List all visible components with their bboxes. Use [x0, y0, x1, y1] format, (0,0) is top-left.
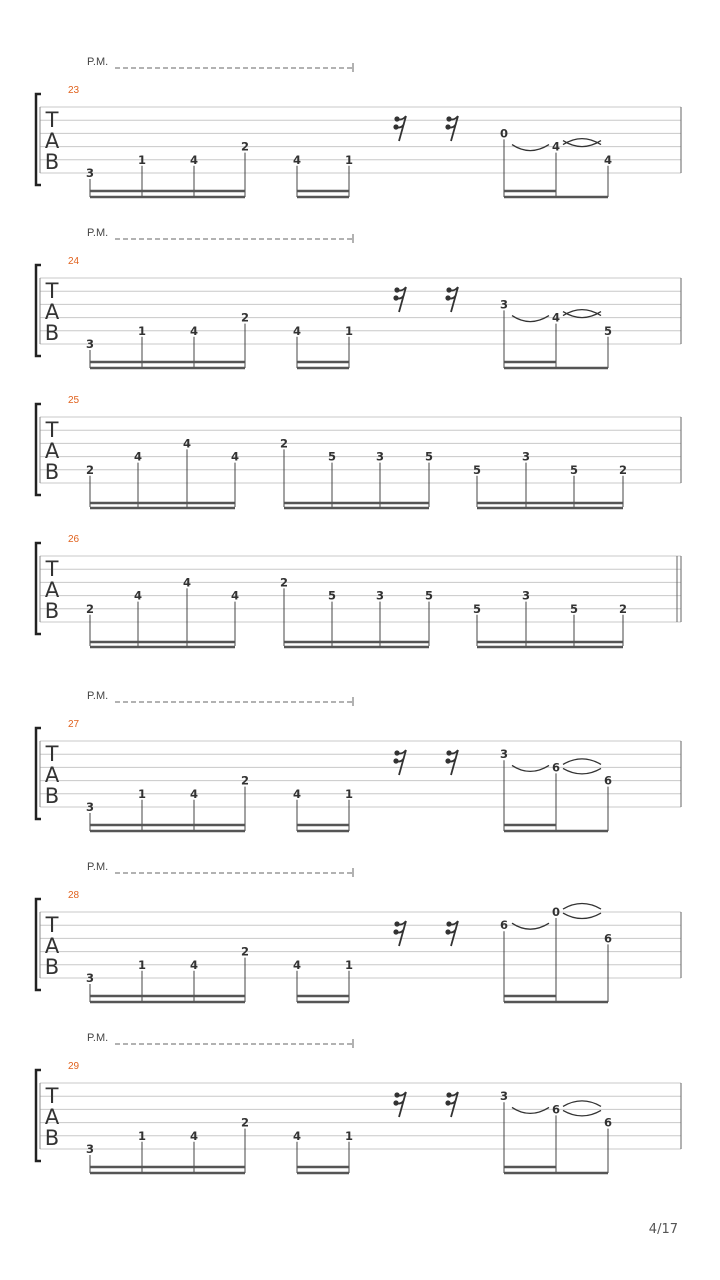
tie — [512, 1107, 549, 1113]
tab-clef-letter: A — [44, 1105, 60, 1129]
fret-number: 6 — [551, 1102, 561, 1117]
fret-number: 5 — [327, 588, 337, 603]
tie-cross — [563, 310, 601, 318]
fret-number: 3 — [521, 449, 531, 464]
tab-clef-letter: B — [44, 1126, 60, 1150]
fret-number: 1 — [137, 786, 147, 801]
fret-number: 4 — [133, 449, 143, 464]
tab-clef-letter: T — [45, 1084, 59, 1108]
fret-number: 4 — [292, 323, 302, 338]
fret-number: 3 — [85, 166, 95, 180]
fret-number: 4 — [189, 1128, 199, 1143]
fret-number: 1 — [137, 957, 147, 972]
tab-system — [36, 861, 681, 1002]
fret-number: 0 — [551, 905, 561, 919]
fret-number: 4 — [189, 957, 199, 972]
fret-number: 4 — [182, 436, 192, 451]
fret-number: 4 — [551, 310, 561, 325]
fret-number: 3 — [499, 297, 509, 312]
tab-clef-letter: B — [44, 150, 60, 174]
sixteenth-rest — [445, 1092, 458, 1117]
fret-number: 6 — [603, 931, 613, 946]
sixteenth-rest — [393, 1092, 406, 1117]
tab-clef-letter: T — [45, 279, 59, 303]
fret-number: 4 — [189, 152, 199, 167]
fret-number: 6 — [603, 1115, 613, 1130]
tab-clef-letter: T — [45, 108, 59, 132]
fret-number: 5 — [569, 601, 579, 616]
sixteenth-rest — [393, 750, 406, 775]
fret-number: 4 — [182, 575, 192, 590]
fret-number: 1 — [344, 323, 354, 338]
fret-number: 1 — [137, 323, 147, 338]
fret-number: 1 — [344, 152, 354, 167]
fret-number: 2 — [279, 575, 289, 590]
tie — [563, 913, 601, 919]
measure-number: 23 — [68, 85, 80, 96]
tie — [563, 904, 601, 910]
tab-clef-letter: A — [44, 763, 60, 787]
fret-number: 6 — [551, 760, 561, 775]
fret-number: 4 — [189, 323, 199, 338]
tab-clef-letter: A — [44, 578, 60, 602]
tab-clef-letter: B — [44, 321, 60, 345]
fret-number: 3 — [85, 337, 95, 351]
fret-number: 6 — [603, 773, 613, 788]
measure-number: 24 — [68, 256, 80, 267]
palm-mute-label: P.M. — [87, 1032, 109, 1044]
tie — [563, 759, 601, 765]
tie — [512, 316, 549, 322]
fret-number: 5 — [424, 449, 434, 464]
tab-clef-letter: T — [45, 557, 59, 581]
fret-number: 2 — [240, 139, 250, 154]
measure-number: 28 — [68, 890, 80, 901]
fret-number: 1 — [344, 1128, 354, 1143]
fret-number: 5 — [603, 323, 613, 338]
page-number: 4/17 — [648, 1222, 678, 1237]
palm-mute-label: P.M. — [87, 690, 109, 702]
tie — [512, 145, 549, 151]
tab-clef-letter: T — [45, 742, 59, 766]
tab-system — [36, 395, 681, 508]
sixteenth-rest — [445, 116, 458, 141]
palm-mute-label: P.M. — [87, 861, 109, 873]
tie — [563, 1101, 601, 1107]
tie — [512, 923, 549, 929]
fret-number: 2 — [240, 1115, 250, 1130]
fret-number: 3 — [85, 971, 95, 985]
tab-clef-letter: A — [44, 934, 60, 958]
tie — [512, 765, 549, 771]
tie — [563, 768, 601, 774]
tab-system — [36, 534, 681, 647]
tie-cross — [563, 139, 601, 147]
tab-clef-letter: T — [45, 913, 59, 937]
tab-clef-letter: A — [44, 439, 60, 463]
sixteenth-rest — [393, 116, 406, 141]
fret-number: 4 — [133, 588, 143, 603]
measure-number: 29 — [68, 1061, 80, 1072]
fret-number: 5 — [569, 462, 579, 477]
sixteenth-rest — [445, 287, 458, 312]
fret-number: 2 — [240, 773, 250, 788]
palm-mute-label: P.M. — [87, 227, 109, 239]
fret-number: 4 — [230, 449, 240, 464]
tab-clef-letter: T — [45, 418, 59, 442]
fret-number: 3 — [499, 1089, 509, 1104]
fret-number: 2 — [618, 462, 628, 477]
fret-number: 5 — [327, 449, 337, 464]
sixteenth-rest — [393, 287, 406, 312]
fret-number: 3 — [375, 588, 385, 603]
fret-number: 3 — [85, 1142, 95, 1156]
fret-number: 3 — [521, 588, 531, 603]
fret-number: 4 — [189, 786, 199, 801]
tab-clef-letter: B — [44, 784, 60, 808]
fret-number: 1 — [344, 957, 354, 972]
fret-number: 5 — [424, 588, 434, 603]
fret-number: 6 — [499, 918, 509, 933]
fret-number: 4 — [551, 139, 561, 154]
tab-clef-letter: A — [44, 300, 60, 324]
fret-number: 4 — [292, 957, 302, 972]
palm-mute-label: P.M. — [87, 56, 109, 68]
fret-number: 1 — [344, 786, 354, 801]
fret-number: 3 — [375, 449, 385, 464]
measure-number: 26 — [68, 534, 80, 545]
fret-number: 4 — [292, 1128, 302, 1143]
fret-number: 1 — [137, 1128, 147, 1143]
tab-clef-letter: A — [44, 129, 60, 153]
fret-number: 5 — [472, 462, 482, 477]
fret-number: 1 — [137, 152, 147, 167]
tab-system — [36, 56, 681, 197]
tab-clef-letter: B — [44, 599, 60, 623]
tie — [563, 1110, 601, 1116]
fret-number: 4 — [603, 152, 613, 167]
sixteenth-rest — [393, 921, 406, 946]
fret-number: 3 — [499, 747, 509, 762]
sixteenth-rest — [445, 921, 458, 946]
fret-number: 3 — [85, 800, 95, 814]
fret-number: 5 — [472, 601, 482, 616]
measure-number: 25 — [68, 395, 80, 406]
tab-system — [36, 227, 681, 368]
sixteenth-rest — [445, 750, 458, 775]
tab-system — [36, 1032, 681, 1173]
tab-clef-letter: B — [44, 955, 60, 979]
fret-number: 2 — [85, 462, 95, 477]
fret-number: 2 — [618, 601, 628, 616]
fret-number: 4 — [230, 588, 240, 603]
fret-number: 2 — [279, 436, 289, 451]
fret-number: 4 — [292, 152, 302, 167]
fret-number: 2 — [240, 944, 250, 959]
fret-number: 2 — [240, 310, 250, 325]
measure-number: 27 — [68, 719, 80, 730]
fret-number: 0 — [499, 126, 509, 141]
tab-system — [36, 690, 681, 831]
tab-clef-letter: B — [44, 460, 60, 484]
fret-number: 2 — [85, 601, 95, 616]
fret-number: 4 — [292, 786, 302, 801]
